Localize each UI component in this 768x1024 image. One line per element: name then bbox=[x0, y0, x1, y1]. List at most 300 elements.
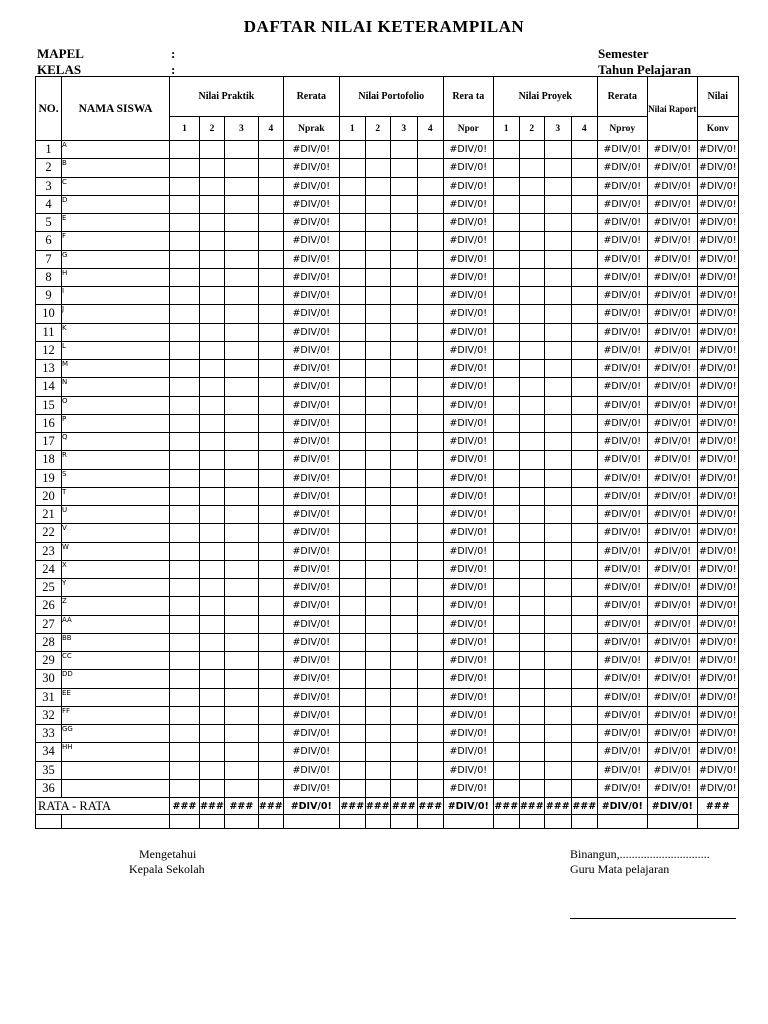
score-cell bbox=[417, 268, 443, 286]
score-cell bbox=[417, 670, 443, 688]
div-error-cell: #DIV/0! bbox=[597, 396, 647, 414]
proyek-col-3: 3 bbox=[544, 117, 571, 141]
score-cell bbox=[224, 615, 258, 633]
student-name: H bbox=[62, 268, 170, 286]
score-cell bbox=[390, 506, 417, 524]
score-cell bbox=[390, 433, 417, 451]
score-cell bbox=[200, 378, 225, 396]
score-cell bbox=[224, 469, 258, 487]
score-cell bbox=[258, 688, 283, 706]
student-name: N bbox=[62, 378, 170, 396]
div-error-cell: #DIV/0! bbox=[597, 743, 647, 761]
div-error-cell: #DIV/0! bbox=[647, 542, 697, 560]
score-cell bbox=[519, 396, 544, 414]
div-error-cell: #DIV/0! bbox=[647, 652, 697, 670]
score-cell bbox=[224, 378, 258, 396]
score-cell bbox=[544, 287, 571, 305]
div-error-cell: #DIV/0! bbox=[647, 232, 697, 250]
score-cell bbox=[258, 725, 283, 743]
score-cell bbox=[258, 378, 283, 396]
div-error-cell: #DIV/0! bbox=[597, 214, 647, 232]
score-cell bbox=[519, 287, 544, 305]
table-row bbox=[36, 652, 739, 670]
blank-cell bbox=[170, 815, 200, 829]
div-error-cell: #DIV/0! bbox=[697, 414, 738, 432]
row-number: 27 bbox=[36, 615, 62, 633]
score-cell bbox=[417, 451, 443, 469]
div-error-cell: #DIV/0! bbox=[443, 177, 493, 195]
score-cell bbox=[417, 597, 443, 615]
score-cell bbox=[544, 597, 571, 615]
score-cell bbox=[544, 688, 571, 706]
div-error-cell: #DIV/0! bbox=[697, 670, 738, 688]
score-cell bbox=[365, 177, 390, 195]
div-error-cell: #DIV/0! bbox=[597, 633, 647, 651]
score-cell bbox=[258, 323, 283, 341]
score-cell bbox=[365, 250, 390, 268]
div-error-cell: #DIV/0! bbox=[647, 469, 697, 487]
blank-cell bbox=[390, 815, 417, 829]
score-cell bbox=[170, 433, 200, 451]
score-cell bbox=[571, 177, 597, 195]
score-cell bbox=[571, 378, 597, 396]
page-title: DAFTAR NILAI KETERAMPILAN bbox=[243, 17, 525, 36]
portofolio-col-2: 2 bbox=[365, 117, 390, 141]
div-error-cell: #DIV/0! bbox=[283, 761, 339, 779]
div-error-cell: #DIV/0! bbox=[443, 706, 493, 724]
average-hash-cell: ### bbox=[544, 798, 571, 815]
score-cell bbox=[519, 706, 544, 724]
div-error-cell: #DIV/0! bbox=[443, 287, 493, 305]
table-row bbox=[36, 725, 739, 743]
div-error-cell: #DIV/0! bbox=[647, 305, 697, 323]
row-number: 33 bbox=[36, 725, 62, 743]
div-error-cell: #DIV/0! bbox=[697, 524, 738, 542]
div-error-cell: #DIV/0! bbox=[283, 159, 339, 177]
table-row bbox=[36, 633, 739, 651]
score-cell bbox=[365, 469, 390, 487]
score-cell bbox=[417, 633, 443, 651]
portofolio-col-3: 3 bbox=[390, 117, 417, 141]
score-cell bbox=[170, 542, 200, 560]
score-cell bbox=[571, 579, 597, 597]
div-error-cell: #DIV/0! bbox=[283, 487, 339, 505]
div-error-cell: #DIV/0! bbox=[443, 451, 493, 469]
div-error-cell: #DIV/0! bbox=[697, 506, 738, 524]
div-error-cell: #DIV/0! bbox=[697, 177, 738, 195]
div-error-cell: #DIV/0! bbox=[443, 396, 493, 414]
student-name: V bbox=[62, 524, 170, 542]
praktik-col-1: 1 bbox=[170, 117, 200, 141]
score-cell bbox=[544, 341, 571, 359]
student-name: S bbox=[62, 469, 170, 487]
div-error-cell: #DIV/0! bbox=[597, 779, 647, 797]
score-cell bbox=[224, 743, 258, 761]
div-error-cell: #DIV/0! bbox=[647, 579, 697, 597]
score-cell bbox=[544, 579, 571, 597]
score-cell bbox=[493, 706, 519, 724]
score-cell bbox=[339, 597, 365, 615]
div-error-cell: #DIV/0! bbox=[697, 232, 738, 250]
student-name bbox=[62, 761, 170, 779]
row-number: 7 bbox=[36, 250, 62, 268]
score-cell bbox=[339, 560, 365, 578]
div-error-cell: #DIV/0! bbox=[597, 761, 647, 779]
div-error-cell: #DIV/0! bbox=[697, 560, 738, 578]
score-cell bbox=[390, 305, 417, 323]
score-cell bbox=[200, 633, 225, 651]
score-cell bbox=[200, 323, 225, 341]
div-error-cell: #DIV/0! bbox=[597, 287, 647, 305]
div-error-cell: #DIV/0! bbox=[443, 305, 493, 323]
div-error-cell: #DIV/0! bbox=[597, 141, 647, 159]
rerata-proyek-header: Rerata bbox=[597, 77, 647, 117]
nilai-portofolio-header: Nilai Portofolio bbox=[339, 77, 443, 117]
score-cell bbox=[493, 506, 519, 524]
proyek-col-1: 1 bbox=[493, 117, 519, 141]
div-error-cell: #DIV/0! bbox=[443, 141, 493, 159]
div-error-cell: #DIV/0! bbox=[647, 560, 697, 578]
score-cell bbox=[200, 195, 225, 213]
row-number: 30 bbox=[36, 670, 62, 688]
score-cell bbox=[224, 725, 258, 743]
score-cell bbox=[417, 414, 443, 432]
div-error-cell: #DIV/0! bbox=[597, 469, 647, 487]
score-cell bbox=[258, 670, 283, 688]
row-number: 11 bbox=[36, 323, 62, 341]
score-cell bbox=[571, 670, 597, 688]
score-cell bbox=[544, 542, 571, 560]
average-hash-cell: ### bbox=[170, 798, 200, 815]
kepala-sekolah-text: Kepala Sekolah bbox=[129, 862, 205, 876]
score-cell bbox=[200, 743, 225, 761]
rerata-portofolio-header: Rera ta bbox=[443, 77, 493, 117]
score-cell bbox=[339, 378, 365, 396]
div-error-cell: #DIV/0! bbox=[443, 761, 493, 779]
div-error-cell: #DIV/0! bbox=[597, 451, 647, 469]
div-error-cell: #DIV/0! bbox=[443, 268, 493, 286]
score-cell bbox=[390, 177, 417, 195]
score-cell bbox=[170, 378, 200, 396]
score-cell bbox=[339, 414, 365, 432]
score-cell bbox=[224, 305, 258, 323]
score-cell bbox=[170, 414, 200, 432]
score-cell bbox=[390, 597, 417, 615]
score-cell bbox=[493, 323, 519, 341]
table-row bbox=[36, 688, 739, 706]
score-cell bbox=[258, 341, 283, 359]
div-error-cell: #DIV/0! bbox=[443, 597, 493, 615]
score-cell bbox=[365, 779, 390, 797]
score-cell bbox=[417, 396, 443, 414]
score-cell bbox=[417, 615, 443, 633]
student-name: BB bbox=[62, 633, 170, 651]
score-cell bbox=[417, 579, 443, 597]
div-error-cell: #DIV/0! bbox=[647, 396, 697, 414]
score-cell bbox=[571, 287, 597, 305]
score-cell bbox=[544, 414, 571, 432]
div-error-cell: #DIV/0! bbox=[597, 652, 647, 670]
div-error-cell: #DIV/0! bbox=[697, 615, 738, 633]
row-number: 4 bbox=[36, 195, 62, 213]
div-error-cell: #DIV/0! bbox=[647, 195, 697, 213]
row-number: 22 bbox=[36, 524, 62, 542]
score-cell bbox=[571, 214, 597, 232]
div-error-cell: #DIV/0! bbox=[697, 323, 738, 341]
div-error-cell: #DIV/0! bbox=[443, 688, 493, 706]
score-cell bbox=[544, 323, 571, 341]
score-cell bbox=[519, 633, 544, 651]
div-error-cell: #DIV/0! bbox=[647, 670, 697, 688]
score-cell bbox=[339, 779, 365, 797]
row-number: 31 bbox=[36, 688, 62, 706]
score-cell bbox=[339, 451, 365, 469]
score-cell bbox=[544, 250, 571, 268]
score-cell bbox=[417, 487, 443, 505]
score-cell bbox=[339, 341, 365, 359]
score-cell bbox=[258, 159, 283, 177]
div-error-cell: #DIV/0! bbox=[283, 652, 339, 670]
div-error-cell: #DIV/0! bbox=[283, 305, 339, 323]
div-error-cell: #DIV/0! bbox=[597, 615, 647, 633]
average-error-cell: #DIV/0! bbox=[647, 798, 697, 815]
blank-cell bbox=[443, 815, 493, 829]
score-cell bbox=[493, 396, 519, 414]
score-cell bbox=[200, 560, 225, 578]
div-error-cell: #DIV/0! bbox=[283, 268, 339, 286]
score-cell bbox=[571, 506, 597, 524]
score-cell bbox=[544, 232, 571, 250]
blank-cell bbox=[62, 815, 170, 829]
praktik-col-4: 4 bbox=[258, 117, 283, 141]
student-rows bbox=[36, 141, 739, 829]
blank-cell bbox=[339, 815, 365, 829]
score-cell bbox=[365, 688, 390, 706]
score-cell bbox=[365, 487, 390, 505]
row-number: 3 bbox=[36, 177, 62, 195]
row-number: 14 bbox=[36, 378, 62, 396]
blank-cell bbox=[647, 815, 697, 829]
score-cell bbox=[170, 214, 200, 232]
score-cell bbox=[493, 779, 519, 797]
div-error-cell: #DIV/0! bbox=[697, 761, 738, 779]
proyek-col-4: 4 bbox=[571, 117, 597, 141]
score-cell bbox=[417, 688, 443, 706]
score-cell bbox=[170, 250, 200, 268]
table-row bbox=[36, 579, 739, 597]
score-cell bbox=[224, 451, 258, 469]
score-cell bbox=[519, 688, 544, 706]
student-name: AA bbox=[62, 615, 170, 633]
score-cell bbox=[571, 597, 597, 615]
score-cell bbox=[417, 305, 443, 323]
score-cell bbox=[519, 469, 544, 487]
score-cell bbox=[339, 725, 365, 743]
div-error-cell: #DIV/0! bbox=[647, 725, 697, 743]
portofolio-col-4: 4 bbox=[417, 117, 443, 141]
score-cell bbox=[200, 451, 225, 469]
div-error-cell: #DIV/0! bbox=[283, 579, 339, 597]
score-cell bbox=[170, 670, 200, 688]
score-cell bbox=[493, 214, 519, 232]
score-cell bbox=[544, 177, 571, 195]
table-row bbox=[36, 779, 739, 797]
score-cell bbox=[170, 597, 200, 615]
div-error-cell: #DIV/0! bbox=[283, 378, 339, 396]
score-cell bbox=[200, 396, 225, 414]
score-cell bbox=[224, 360, 258, 378]
score-cell bbox=[544, 670, 571, 688]
div-error-cell: #DIV/0! bbox=[443, 524, 493, 542]
score-cell bbox=[390, 195, 417, 213]
div-error-cell: #DIV/0! bbox=[697, 542, 738, 560]
score-cell bbox=[170, 305, 200, 323]
score-cell bbox=[170, 287, 200, 305]
row-number: 28 bbox=[36, 633, 62, 651]
score-cell bbox=[571, 706, 597, 724]
score-cell bbox=[493, 268, 519, 286]
score-cell bbox=[544, 141, 571, 159]
score-cell bbox=[339, 633, 365, 651]
score-cell bbox=[258, 195, 283, 213]
score-cell bbox=[365, 725, 390, 743]
score-cell bbox=[170, 506, 200, 524]
score-cell bbox=[544, 360, 571, 378]
student-name: P bbox=[62, 414, 170, 432]
score-cell bbox=[519, 378, 544, 396]
row-number: 21 bbox=[36, 506, 62, 524]
score-cell bbox=[200, 725, 225, 743]
npor-header: Npor bbox=[443, 117, 493, 141]
score-cell bbox=[493, 360, 519, 378]
score-cell bbox=[258, 287, 283, 305]
div-error-cell: #DIV/0! bbox=[443, 433, 493, 451]
div-error-cell: #DIV/0! bbox=[597, 560, 647, 578]
div-error-cell: #DIV/0! bbox=[283, 524, 339, 542]
div-error-cell: #DIV/0! bbox=[647, 706, 697, 724]
div-error-cell: #DIV/0! bbox=[647, 141, 697, 159]
score-cell bbox=[200, 141, 225, 159]
div-error-cell: #DIV/0! bbox=[647, 323, 697, 341]
score-cell bbox=[390, 287, 417, 305]
table-row bbox=[36, 524, 739, 542]
score-cell bbox=[417, 706, 443, 724]
table-row bbox=[36, 195, 739, 213]
div-error-cell: #DIV/0! bbox=[647, 268, 697, 286]
score-cell bbox=[365, 360, 390, 378]
div-error-cell: #DIV/0! bbox=[443, 341, 493, 359]
score-cell bbox=[365, 670, 390, 688]
score-cell bbox=[339, 177, 365, 195]
score-cell bbox=[417, 524, 443, 542]
score-cell bbox=[519, 360, 544, 378]
score-cell bbox=[417, 506, 443, 524]
score-cell bbox=[493, 305, 519, 323]
div-error-cell: #DIV/0! bbox=[697, 779, 738, 797]
score-cell bbox=[258, 433, 283, 451]
score-cell bbox=[390, 396, 417, 414]
nilai-konv-header: Nilai bbox=[697, 77, 738, 117]
nilai-raport-header: Nilai Raport bbox=[647, 77, 697, 141]
score-cell bbox=[200, 268, 225, 286]
score-cell bbox=[571, 414, 597, 432]
score-cell bbox=[200, 487, 225, 505]
score-cell bbox=[365, 542, 390, 560]
score-cell bbox=[258, 141, 283, 159]
table-row bbox=[36, 706, 739, 724]
score-cell bbox=[390, 652, 417, 670]
score-cell bbox=[224, 506, 258, 524]
semester-label: Semester bbox=[598, 46, 649, 61]
score-cell bbox=[493, 688, 519, 706]
score-cell bbox=[258, 761, 283, 779]
student-name: I bbox=[62, 287, 170, 305]
score-cell bbox=[571, 615, 597, 633]
score-cell bbox=[224, 688, 258, 706]
score-cell bbox=[200, 542, 225, 560]
row-number: 24 bbox=[36, 560, 62, 578]
score-cell bbox=[258, 305, 283, 323]
average-hash-cell: ### bbox=[493, 798, 519, 815]
score-cell bbox=[544, 268, 571, 286]
table-row bbox=[36, 761, 739, 779]
div-error-cell: #DIV/0! bbox=[697, 706, 738, 724]
score-cell bbox=[417, 779, 443, 797]
score-cell bbox=[390, 451, 417, 469]
score-cell bbox=[571, 323, 597, 341]
div-error-cell: #DIV/0! bbox=[597, 414, 647, 432]
score-cell bbox=[417, 141, 443, 159]
score-cell bbox=[170, 560, 200, 578]
score-cell bbox=[493, 560, 519, 578]
student-name: CC bbox=[62, 652, 170, 670]
score-cell bbox=[519, 250, 544, 268]
div-error-cell: #DIV/0! bbox=[647, 506, 697, 524]
score-cell bbox=[365, 633, 390, 651]
row-number: 10 bbox=[36, 305, 62, 323]
div-error-cell: #DIV/0! bbox=[697, 195, 738, 213]
row-number: 2 bbox=[36, 159, 62, 177]
score-cell bbox=[339, 761, 365, 779]
score-cell bbox=[544, 633, 571, 651]
blank-cell bbox=[493, 815, 519, 829]
table-row bbox=[36, 743, 739, 761]
div-error-cell: #DIV/0! bbox=[283, 451, 339, 469]
div-error-cell: #DIV/0! bbox=[597, 524, 647, 542]
score-cell bbox=[339, 305, 365, 323]
div-error-cell: #DIV/0! bbox=[597, 670, 647, 688]
div-error-cell: #DIV/0! bbox=[443, 725, 493, 743]
row-number: 8 bbox=[36, 268, 62, 286]
score-cell bbox=[200, 524, 225, 542]
score-cell bbox=[417, 214, 443, 232]
table-row bbox=[36, 487, 739, 505]
nproy-header: Nproy bbox=[597, 117, 647, 141]
score-cell bbox=[365, 706, 390, 724]
score-cell bbox=[365, 597, 390, 615]
score-cell bbox=[493, 341, 519, 359]
score-cell bbox=[519, 779, 544, 797]
score-cell bbox=[390, 232, 417, 250]
score-cell bbox=[224, 341, 258, 359]
score-cell bbox=[390, 469, 417, 487]
score-cell bbox=[519, 141, 544, 159]
score-cell bbox=[390, 378, 417, 396]
score-cell bbox=[339, 542, 365, 560]
score-cell bbox=[571, 761, 597, 779]
score-cell bbox=[200, 652, 225, 670]
score-cell bbox=[170, 652, 200, 670]
